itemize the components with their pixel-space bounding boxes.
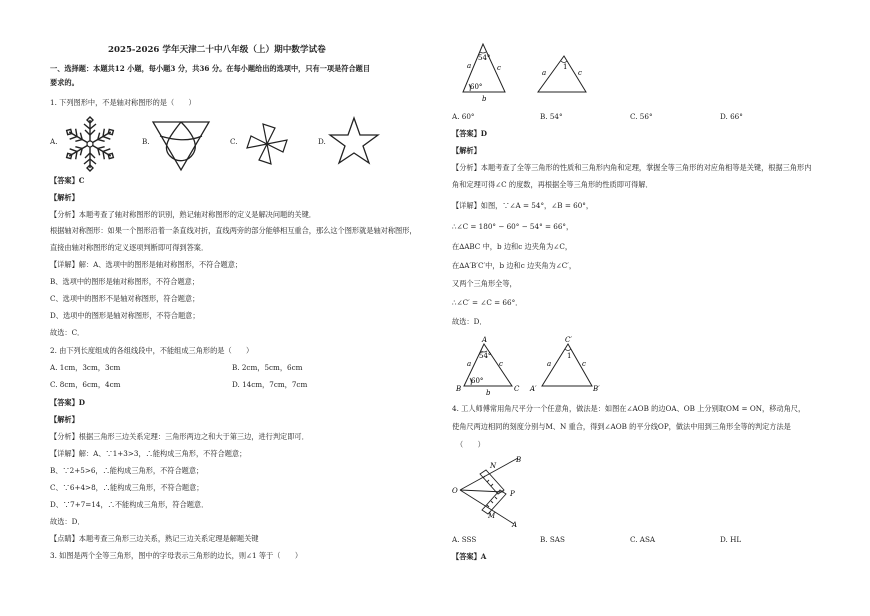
q4-option-d: D. HL (720, 535, 742, 544)
fig-point-b: B (516, 456, 522, 464)
q4-answer: 【答案】A (452, 552, 487, 561)
q3-line: 【详解】如图，∵∠A = 54°，∠B = 60°， (452, 201, 594, 210)
angle-ruler-figure (452, 452, 532, 528)
fig1-angle-left: 60° (470, 83, 483, 91)
q3-line: 故选：D． (452, 317, 487, 326)
page-title: 2025-2026 学年天津二十中八年级（上）期中数学试卷 (108, 45, 326, 55)
fig-point-p: P (510, 490, 515, 498)
fig2-angle-1: 1 (563, 63, 568, 71)
q1-label-b: B. (142, 137, 150, 146)
fig1-side-a: a (467, 62, 472, 70)
q3-analysis-head: 【解析】 (452, 146, 481, 155)
q1-line: 【详解】解：A、选项中的图形是轴对称图形，不符合题意； (50, 260, 243, 269)
q2-option-b: B. 2cm，5cm，6cm (232, 363, 303, 372)
fig1-angle-top: 54° (478, 54, 491, 62)
q1-stem: 1. 下列图形中，不是轴对称图形的是（ ） (50, 98, 196, 107)
fig4-angle-1: 1 (567, 352, 572, 360)
q4-option-c: C. ASA (630, 535, 656, 544)
q2-line: 【点睛】本题考查三角形三边关系，熟记三边关系定理是解题关键 (50, 534, 259, 543)
q3-answer: 【答案】D (452, 129, 487, 138)
fig3-vertex-a: A (482, 336, 488, 344)
q4-stem-cont: 使角尺两边相同的刻度分别与M、N 重合，得到∠AOB 的平分线OP，做法中用到三角形全等的判定方法是 (452, 422, 791, 431)
q3-stem: 3. 如图是两个全等三角形，图中的字母表示三角形的边长，则∠1 等于（ ） (50, 551, 303, 560)
fig4-vertex-b: B′ (593, 385, 600, 393)
q3-option-a: A. 60° (452, 112, 475, 121)
fig-point-o: O (452, 487, 458, 495)
q1-line: 直接由轴对称图形的定义逐项判断即可得到答案． (50, 243, 209, 252)
q3-analysis: 【分析】本题考查了全等三角形的性质和三角形内角和定理，掌握全等三角形的对应角相等是关键，根据三角形内 (452, 163, 812, 172)
q3-line: ∴∠C′ = ∠C = 66°． (452, 298, 523, 307)
q1-label-c: C. (230, 137, 238, 146)
fig3-angle-top: 54° (479, 352, 492, 360)
q4-option-a: A. SSS (452, 535, 477, 544)
q4-paren: （ ） (456, 440, 485, 449)
section-heading: 一、选择题：本题共12 小题，每小题3 分，共36 分。在每小题给出的选项中，只有一项是符合题目 (50, 64, 371, 73)
q2-line: D、∵7+7=14，∴不能构成三角形，符合题意． (50, 500, 209, 509)
fig4-vertex-c: C′ (565, 336, 572, 344)
triangle-figure-2 (532, 50, 592, 100)
fig3-vertex-b: B (456, 385, 462, 393)
q1-analysis-head: 【解析】 (50, 193, 79, 202)
pinwheel-figure (242, 120, 292, 168)
fig3-side-b: b (486, 389, 491, 397)
q3-option-c: C. 56° (630, 112, 653, 121)
fig2-side-a: a (542, 69, 547, 77)
section-heading-cont: 要求的。 (50, 78, 79, 87)
q4-stem: 4. 工人师傅常用角尺平分一个任意角，做法是：如图在∠AOB 的边OA、OB 上分别取OM = ON，移动角尺， (452, 404, 806, 413)
fig4-side-a: a (547, 360, 552, 368)
fig-point-n: N (490, 462, 497, 470)
fig2-side-c: c (578, 69, 582, 77)
q3-option-d: D. 66° (720, 112, 743, 121)
q3-line: ∴∠C = 180° − 60° − 54° = 66°， (452, 222, 574, 231)
q1-line: B、选项中的图形是轴对称图形，不符合题意； (50, 277, 200, 286)
snowflake-figure (62, 116, 118, 172)
q3-analysis-cont: 角和定理可得∠C 的度数，再根据全等三角形的性质即可得解． (452, 180, 653, 189)
q4-option-b: B. SAS (540, 535, 565, 544)
q2-line: 【分析】根据三角形三边关系定理：三角形两边之和大于第三边，进行判定即可． (50, 432, 309, 441)
fig3-side-a: a (467, 360, 472, 368)
q1-line: C、选项中的图形不是轴对称图形，符合题意； (50, 294, 200, 303)
fig-point-m: M (488, 512, 496, 520)
q2-stem: 2. 由下列长度组成的各组线段中，不能组成三角形的是（ ） (50, 346, 254, 355)
fig1-side-b: b (482, 95, 487, 103)
q1-line: D、选项中的图形是轴对称图形，不符合题意； (50, 311, 200, 320)
q1-label-d: D. (318, 137, 326, 146)
q2-analysis-head: 【解析】 (50, 415, 79, 424)
fig3-angle-left: 60° (471, 377, 484, 385)
q1-answer: 【答案】C (50, 176, 85, 185)
q3-line: 在∆A′B′C′中，b 边和c 边夹角为∠C′， (452, 261, 577, 270)
q1-label-a: A. (50, 137, 58, 146)
fig1-side-c: c (497, 64, 501, 72)
fig4-side-c: c (582, 360, 586, 368)
q2-line: B、∵2+5>6，∴能构成三角形，不符合题意； (50, 466, 204, 475)
q1-analysis: 【分析】本题考查了轴对称图形的识别，熟记轴对称图形的定义是解决问题的关键． (50, 210, 316, 219)
q2-line: 故选：D． (50, 517, 85, 526)
q2-line: C、∵6+4>8，∴能构成三角形，不符合题意； (50, 483, 204, 492)
fig-point-a: A (512, 521, 518, 529)
q2-option-d: D. 14cm，7cm，7cm (232, 380, 308, 389)
q1-line: 根据轴对称图形：如果一个图形沿着一条直线对折，直线两旁的部分能够相互重合，那么这个图形就是轴对称图形， (50, 226, 417, 235)
q3-option-b: B. 54° (540, 112, 563, 121)
fig3-side-c: c (499, 360, 503, 368)
triangle-a-prime-figure (530, 336, 604, 396)
triangle-figure-1 (457, 40, 517, 104)
fig4-vertex-a: A′ (530, 385, 537, 393)
q3-line: 又两个三角形全等， (452, 279, 517, 288)
q1-line: 故选：C． (50, 328, 85, 337)
q2-option-c: C. 8cm，6cm，4cm (50, 380, 121, 389)
q2-answer: 【答案】D (50, 398, 85, 407)
triangle-knot-figure (150, 118, 212, 174)
triangle-abc-figure (454, 336, 524, 396)
q2-line: 【详解】解：A、∵1+3>3，∴能构成三角形，不符合题意； (50, 449, 247, 458)
q2-option-a: A. 1cm，3cm，3cm (50, 363, 121, 372)
q3-line: 在∆ABC 中，b 边和c 边夹角为∠C， (452, 242, 573, 251)
star-figure (328, 117, 380, 169)
fig3-vertex-c: C (514, 385, 520, 393)
